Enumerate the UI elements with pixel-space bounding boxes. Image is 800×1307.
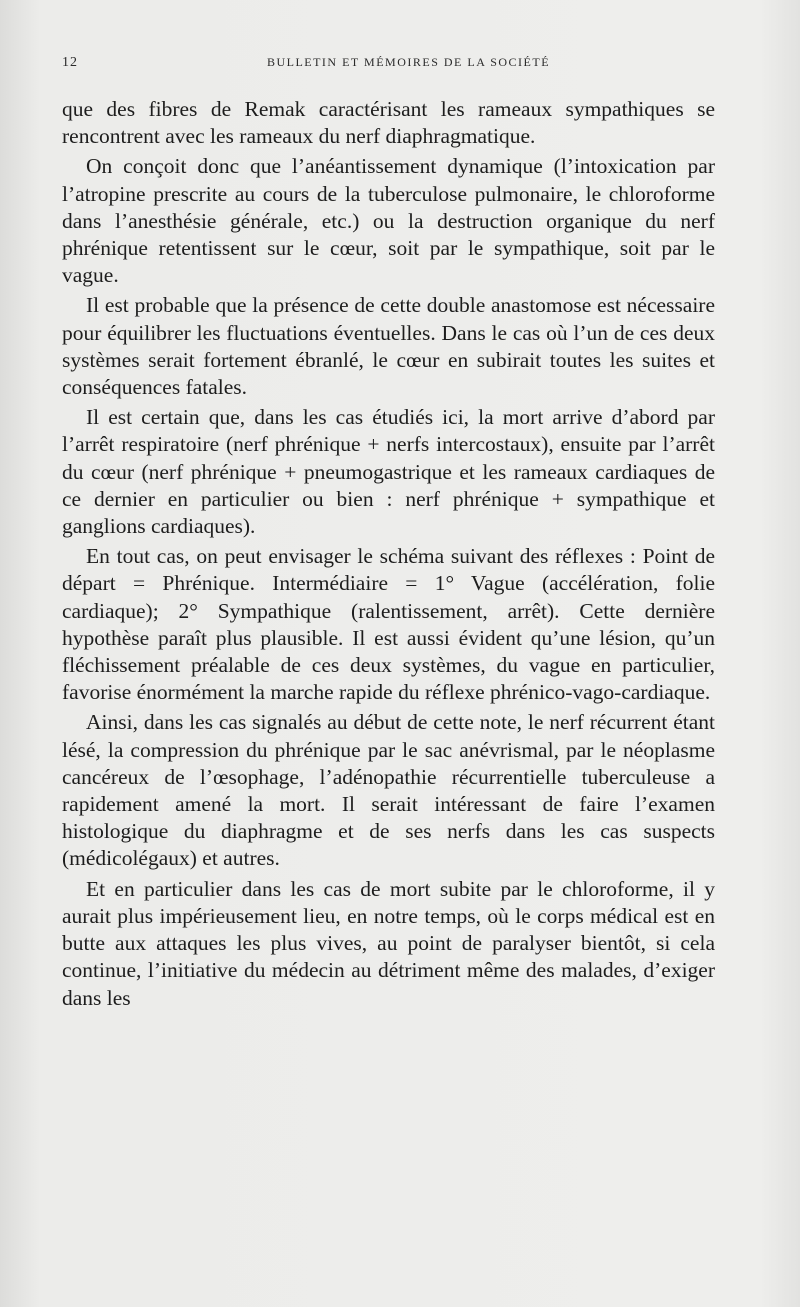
paragraph-1: que des fibres de Remak caractérisant les rameaux sympathiques se rencontrent avec les rameaux du nerf diaphragmatique.	[62, 97, 715, 149]
paragraph-5: En tout cas, on peut envisager le schéma suivant des réflexes : Point de départ = Phrénique. Intermédiaire = 1° Vague (accélération, folie cardiaque); 2° Sympathique (ralentissement, arrêt). Cette dernière hypothèse paraît plus plausible. Il est aussi évident qu’une lésion, qu’un fléchissement préalable de ces deux systèmes, du vague en particulier, favorise énormément la marche rapide du réflexe phrénico-vago-cardiaque.	[62, 544, 715, 705]
paragraph-6: Ainsi, dans les cas signalés au début de cette note, le nerf récurrent étant lésé, la compression du phrénique par le sac anévrismal, par le néoplasme cancéreux de l’œsophage, l’adénopathie récurrentielle tuberculeuse a rapidement amené la mort. Il serait intéressant de faire l’examen histologique du diaphragme et de ses nerfs dans les cas suspects (médicolégaux) et autres.	[62, 710, 715, 871]
body-text	[62, 96, 715, 1012]
paragraph-4: Il est certain que, dans les cas étudiés ici, la mort arrive d’abord par l’arrêt respiratoire (nerf phrénique + nerfs intercostaux), ensuite par l’arrêt du cœur (nerf phrénique + pneumogastrique et les rameaux cardiaques de ce dernier en particulier ou bien : nerf phrénique + sympathique et ganglions cardiaques).	[62, 405, 715, 539]
page-number: 12	[62, 55, 78, 70]
paragraph-7: Et en particulier dans les cas de mort subite par le chloroforme, il y aurait plus impérieusement lieu, en notre temps, où le corps médical est en butte aux attaques les plus vives, au point de paralyser bientôt, si cela continue, l’initiative du médecin au détriment même des malades, d’exiger dans les	[62, 876, 715, 1010]
paragraph-2: On conçoit donc que l’anéantissement dynamique (l’intoxication par l’atropine prescrite au cours de la tuberculose pulmonaire, le chloroforme dans l’anesthésie générale, etc.) ou la destruction organique du nerf phrénique retentissent sur le cœur, soit par le sympathique, soit par le vague.	[62, 154, 715, 288]
running-title: BULLETIN ET MÉMOIRES DE LA SOCIÉTÉ	[266, 55, 551, 69]
running-head	[62, 55, 715, 77]
paragraph-3: Il est probable que la présence de cette double anastomose est nécessaire pour équilibrer les fluctuations éventuelles. Dans le cas où l’un de ces deux systèmes serait fortement ébranlé, le cœur en subirait toutes les suites et conséquences fatales.	[62, 293, 715, 400]
